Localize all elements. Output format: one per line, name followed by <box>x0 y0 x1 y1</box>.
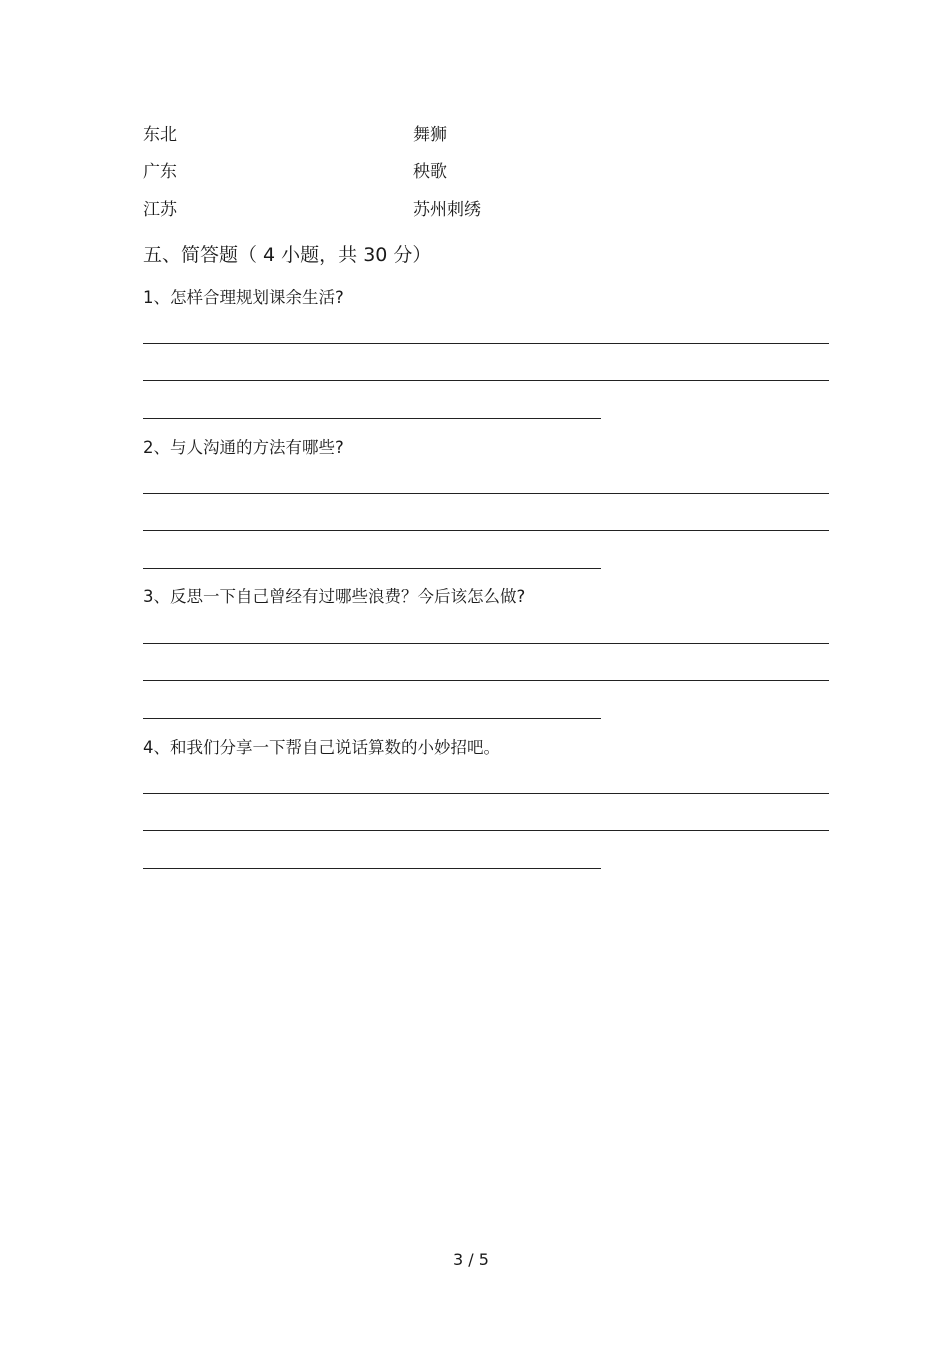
answer-line-short[interactable] <box>143 868 601 869</box>
section-title: 五、简答题（ 4 小题，共 30 分） <box>143 244 432 266</box>
matching-right-3: 苏州刺绣 <box>413 200 481 220</box>
question-1: 1、怎样合理规划课余生活? <box>143 288 344 307</box>
answer-line[interactable] <box>143 493 829 494</box>
answer-line[interactable] <box>143 530 829 531</box>
matching-right-1: 舞狮 <box>413 125 447 145</box>
matching-left-3: 江苏 <box>143 200 177 220</box>
answer-line[interactable] <box>143 680 829 681</box>
answer-line[interactable] <box>143 830 829 831</box>
question-2: 2、与人沟通的方法有哪些? <box>143 438 344 457</box>
matching-right-2: 秧歌 <box>413 162 447 182</box>
answer-line-short[interactable] <box>143 718 601 719</box>
question-4: 4、和我们分享一下帮自己说话算数的小妙招吧。 <box>143 738 500 757</box>
answer-line[interactable] <box>143 343 829 344</box>
answer-line[interactable] <box>143 793 829 794</box>
matching-left-1: 东北 <box>143 125 177 145</box>
answer-line[interactable] <box>143 380 829 381</box>
page-number: 3 / 5 <box>453 1250 489 1269</box>
answer-line-short[interactable] <box>143 418 601 419</box>
matching-left-2: 广东 <box>143 162 177 182</box>
answer-line-short[interactable] <box>143 568 601 569</box>
answer-line[interactable] <box>143 643 829 644</box>
question-3: 3、反思一下自己曾经有过哪些浪费？今后该怎么做? <box>143 587 526 606</box>
